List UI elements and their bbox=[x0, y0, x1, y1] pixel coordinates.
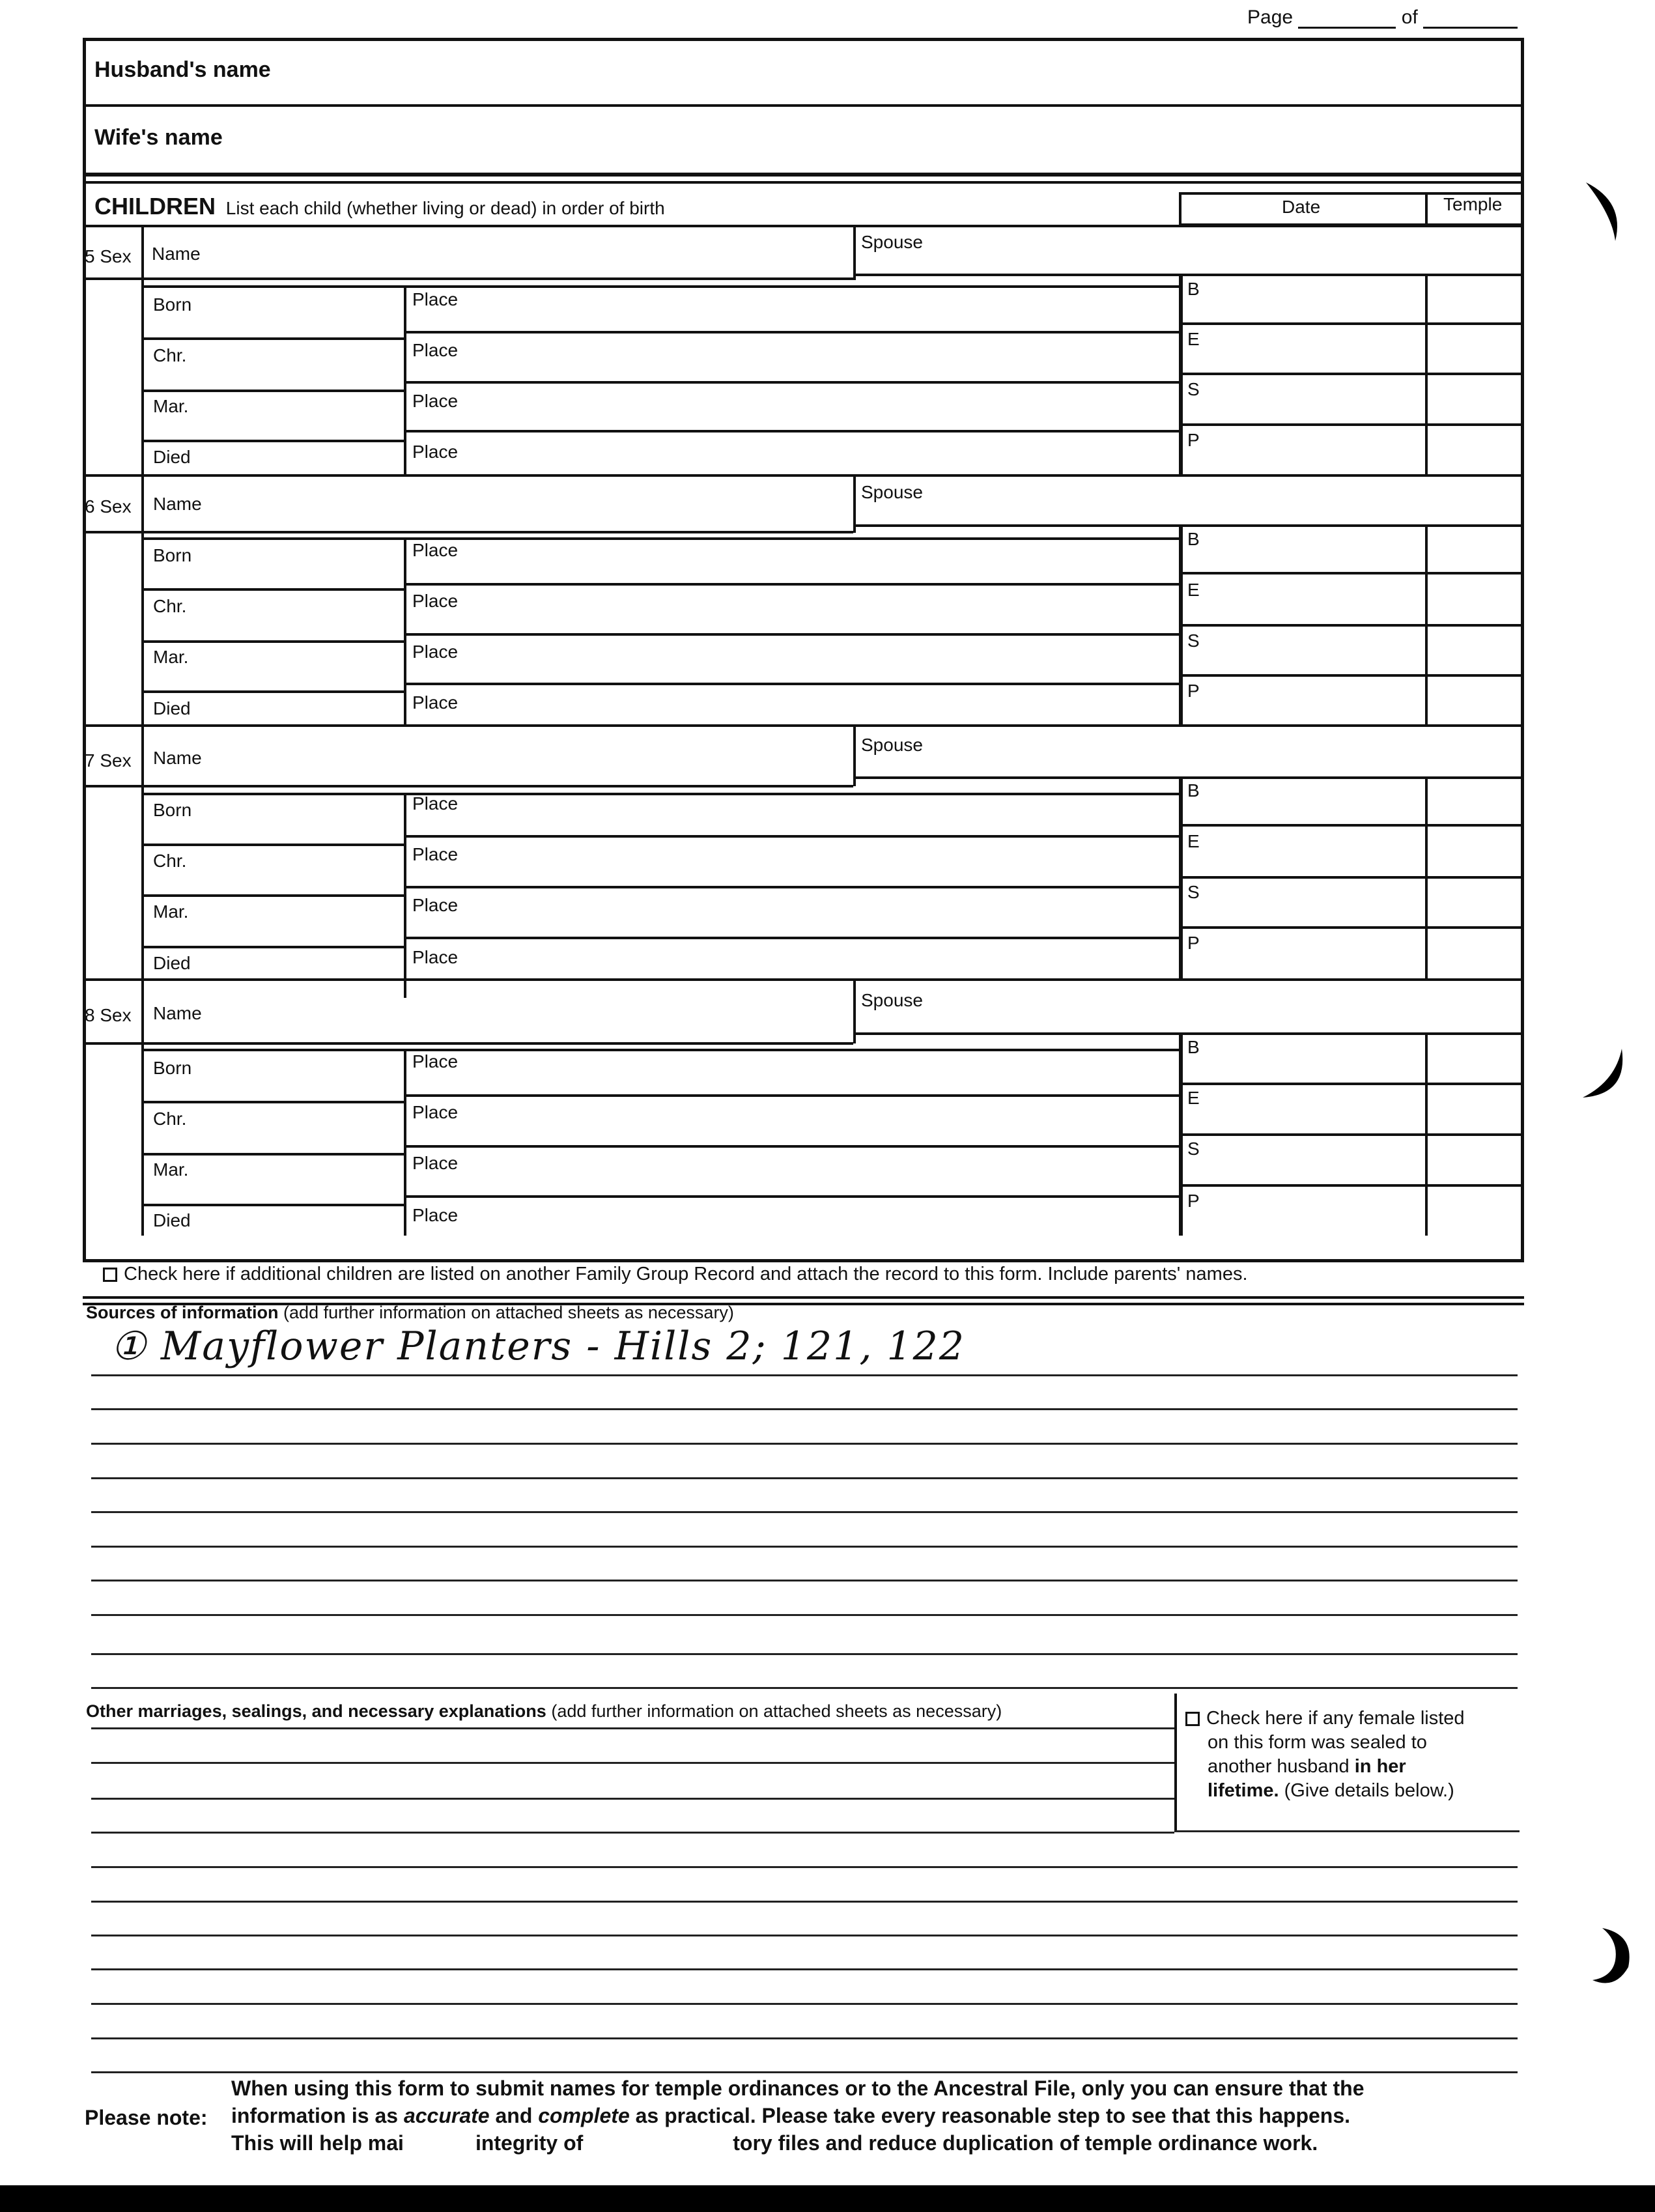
place-label: Place bbox=[412, 1205, 459, 1225]
baptism-label: B bbox=[1187, 279, 1200, 299]
divider bbox=[404, 1195, 1179, 1198]
divider bbox=[141, 1049, 1179, 1051]
note-emphasis: complete bbox=[538, 2104, 630, 2127]
name-label: Name bbox=[153, 1003, 202, 1023]
divider bbox=[141, 588, 404, 591]
divider bbox=[141, 1204, 404, 1206]
divider bbox=[853, 524, 1524, 527]
divider bbox=[83, 225, 1524, 227]
binder-hole-icon bbox=[1576, 1921, 1635, 1993]
baptism-label: B bbox=[1187, 1037, 1200, 1057]
divider bbox=[1179, 373, 1524, 375]
scan-edge bbox=[0, 2185, 1655, 2212]
place-label: Place bbox=[412, 289, 459, 309]
child-number-sex bbox=[85, 750, 132, 771]
divider bbox=[141, 978, 144, 1236]
binder-hole-icon bbox=[1579, 176, 1632, 248]
endowment-label: E bbox=[1187, 831, 1200, 851]
temple-header: Temple bbox=[1443, 194, 1503, 214]
married-label: Mar. bbox=[153, 647, 189, 667]
divider bbox=[404, 583, 1179, 586]
writing-line[interactable] bbox=[91, 1511, 1518, 1513]
divider bbox=[141, 724, 144, 998]
place-label: Place bbox=[412, 340, 459, 360]
divider bbox=[83, 173, 1524, 177]
female-sealed-text: (Give details below.) bbox=[1279, 1780, 1454, 1801]
divider bbox=[404, 886, 1179, 888]
name-label: Name bbox=[152, 244, 201, 264]
writing-line[interactable] bbox=[91, 1653, 1518, 1655]
married-label: Mar. bbox=[153, 1159, 189, 1180]
divider bbox=[404, 793, 406, 998]
sealed-parents-label: P bbox=[1187, 430, 1200, 450]
writing-line[interactable] bbox=[91, 1408, 1518, 1410]
sealed-spouse-label: S bbox=[1187, 1139, 1200, 1159]
divider bbox=[141, 690, 404, 693]
christened-label: Chr. bbox=[153, 851, 187, 871]
writing-line[interactable] bbox=[91, 2037, 1518, 2039]
female-sealed-line bbox=[1185, 1707, 1465, 1731]
child-number-sex bbox=[85, 1005, 132, 1026]
additional-children-checkbox[interactable] bbox=[103, 1268, 117, 1282]
writing-line[interactable] bbox=[91, 1443, 1518, 1445]
divider bbox=[1179, 1083, 1524, 1085]
sources-header bbox=[86, 1303, 734, 1323]
female-sealed-line bbox=[1185, 1755, 1465, 1779]
sealed-spouse-label: S bbox=[1187, 631, 1200, 651]
additional-children-text: Check here if additional children are listed on another Family Group Record and attach the record to this form. Include parents' names. bbox=[124, 1264, 1248, 1284]
divider bbox=[141, 1153, 404, 1156]
child-number: 5 bbox=[85, 246, 95, 266]
died-label: Died bbox=[153, 1210, 191, 1230]
please-note-label: Please note: bbox=[85, 2106, 208, 2129]
divider bbox=[83, 1296, 1524, 1299]
sex-label: Sex bbox=[100, 750, 132, 771]
female-sealed-text: another husband bbox=[1208, 1756, 1355, 1777]
born-label: Born bbox=[153, 1058, 192, 1078]
divider bbox=[83, 531, 853, 533]
born-label: Born bbox=[153, 294, 192, 315]
female-sealed-checkbox[interactable] bbox=[1185, 1712, 1200, 1726]
other-marriages-header bbox=[86, 1701, 1002, 1722]
child-number: 8 bbox=[85, 1005, 95, 1025]
please-note-text bbox=[231, 2075, 1508, 2157]
died-label: Died bbox=[153, 953, 191, 973]
writing-line[interactable] bbox=[91, 1832, 1174, 1834]
divider bbox=[141, 474, 144, 727]
writing-line[interactable] bbox=[91, 1968, 1518, 1970]
children-title: CHILDREN bbox=[94, 193, 216, 220]
divider bbox=[141, 440, 404, 442]
spouse-label: Spouse bbox=[861, 735, 923, 755]
place-label: Place bbox=[412, 793, 459, 814]
note-text: integrity of bbox=[475, 2131, 584, 2155]
died-label: Died bbox=[153, 698, 191, 718]
divider bbox=[404, 937, 1179, 939]
child-number-sex bbox=[85, 496, 132, 517]
divider bbox=[404, 285, 406, 475]
female-sealed-emphasis: lifetime. bbox=[1208, 1780, 1279, 1801]
divider bbox=[1179, 572, 1524, 574]
page-total-field[interactable] bbox=[1423, 10, 1518, 29]
divider bbox=[404, 683, 1179, 685]
divider bbox=[1179, 423, 1524, 426]
divider bbox=[141, 640, 404, 643]
writing-line[interactable] bbox=[91, 2071, 1518, 2073]
sealed-parents-label: P bbox=[1187, 933, 1200, 953]
sealed-spouse-label: S bbox=[1187, 882, 1200, 902]
married-label: Mar. bbox=[153, 901, 189, 922]
divider bbox=[141, 285, 1179, 288]
writing-line[interactable] bbox=[91, 1798, 1174, 1800]
female-sealed-text: Check here if any female listed bbox=[1206, 1708, 1465, 1729]
divider bbox=[404, 835, 1179, 838]
name-label: Name bbox=[153, 748, 202, 768]
place-label: Place bbox=[412, 642, 459, 662]
page-label: Page bbox=[1247, 7, 1294, 28]
endowment-label: E bbox=[1187, 329, 1200, 349]
please-note-line bbox=[231, 2102, 1508, 2129]
divider bbox=[404, 1094, 1179, 1097]
note-text: This will help mai bbox=[231, 2131, 404, 2155]
note-text: and bbox=[489, 2104, 539, 2127]
children-header bbox=[94, 193, 665, 220]
divider bbox=[141, 793, 1179, 795]
divider bbox=[404, 430, 1179, 432]
divider bbox=[404, 1049, 406, 1236]
writing-line[interactable] bbox=[91, 1614, 1518, 1616]
divider bbox=[83, 277, 853, 280]
christened-label: Chr. bbox=[153, 345, 187, 365]
spouse-label: Spouse bbox=[861, 482, 923, 502]
place-label: Place bbox=[412, 391, 459, 411]
female-sealed-emphasis: in her bbox=[1354, 1756, 1406, 1777]
divider bbox=[1174, 1830, 1520, 1832]
died-label: Died bbox=[153, 447, 191, 467]
divider bbox=[141, 946, 404, 948]
divider bbox=[853, 225, 856, 280]
divider bbox=[141, 844, 404, 846]
note-text: tory files and reduce duplication of temple ordinance work. bbox=[733, 2131, 1318, 2155]
of-label: of bbox=[1401, 7, 1418, 28]
divider bbox=[1179, 322, 1524, 325]
divider bbox=[83, 1042, 853, 1045]
sex-label: Sex bbox=[100, 496, 132, 517]
place-label: Place bbox=[412, 692, 459, 713]
page-number-field[interactable] bbox=[1298, 10, 1396, 29]
please-note-line bbox=[231, 2129, 1508, 2157]
endowment-label: E bbox=[1187, 1088, 1200, 1108]
date-header: Date bbox=[1282, 197, 1321, 217]
sex-label: Sex bbox=[100, 246, 132, 266]
page-counter bbox=[1247, 7, 1518, 29]
divider bbox=[141, 894, 404, 897]
divider bbox=[1179, 624, 1524, 627]
children-instruction: List each child (whether living or dead) in order of birth bbox=[225, 198, 665, 218]
writing-line[interactable] bbox=[91, 1866, 1518, 1868]
writing-line[interactable] bbox=[91, 1901, 1518, 1903]
divider bbox=[1179, 876, 1524, 879]
additional-children-checkbox-row[interactable] bbox=[103, 1264, 1248, 1285]
divider bbox=[1425, 192, 1428, 226]
divider bbox=[83, 474, 1524, 477]
baptism-label: B bbox=[1187, 529, 1200, 549]
female-sealed-line bbox=[1185, 1779, 1465, 1803]
writing-line[interactable] bbox=[91, 1762, 1174, 1764]
divider bbox=[1179, 926, 1524, 929]
other-marriages-label: Other marriages, sealings, and necessary explanations bbox=[86, 1701, 546, 1721]
christened-label: Chr. bbox=[153, 596, 187, 616]
endowment-label: E bbox=[1187, 580, 1200, 600]
divider bbox=[404, 1145, 1179, 1148]
divider bbox=[853, 274, 1524, 276]
place-label: Place bbox=[412, 1153, 459, 1173]
binder-hole-icon bbox=[1576, 1042, 1635, 1107]
writing-line[interactable] bbox=[91, 1727, 1174, 1729]
divider bbox=[141, 337, 404, 340]
divider bbox=[1174, 1694, 1177, 1832]
sex-label: Sex bbox=[100, 1005, 132, 1025]
baptism-label: B bbox=[1187, 780, 1200, 801]
divider bbox=[404, 633, 1179, 636]
place-label: Place bbox=[412, 844, 459, 864]
writing-line[interactable] bbox=[91, 1935, 1518, 1936]
note-text: as practical. Please take every reasonable step to see that this happens. bbox=[629, 2104, 1351, 2127]
writing-line[interactable] bbox=[91, 1477, 1518, 1479]
divider bbox=[1179, 1133, 1524, 1136]
place-label: Place bbox=[412, 442, 459, 462]
female-sealed-checkbox-box[interactable] bbox=[1185, 1707, 1465, 1803]
divider bbox=[1179, 1184, 1524, 1187]
divider bbox=[1179, 824, 1524, 827]
place-label: Place bbox=[412, 540, 459, 560]
divider bbox=[404, 331, 1179, 333]
name-label: Name bbox=[153, 494, 202, 514]
place-label: Place bbox=[412, 895, 459, 915]
married-label: Mar. bbox=[153, 396, 189, 416]
sealed-parents-label: P bbox=[1187, 681, 1200, 701]
child-number: 6 bbox=[85, 496, 95, 517]
writing-line[interactable] bbox=[91, 1546, 1518, 1548]
place-label: Place bbox=[412, 1051, 459, 1071]
other-marriages-hint: (add further information on attached sheets as necessary) bbox=[551, 1701, 1002, 1721]
please-note-line: When using this form to submit names for temple ordinances or to the Ancestral File, only you can ensure that the bbox=[231, 2077, 1365, 2100]
christened-label: Chr. bbox=[153, 1109, 187, 1129]
sealed-spouse-label: S bbox=[1187, 379, 1200, 399]
spouse-label: Spouse bbox=[861, 990, 923, 1010]
sealed-parents-label: P bbox=[1187, 1191, 1200, 1211]
sources-hint: (add further information on attached sheets as necessary) bbox=[283, 1303, 734, 1322]
born-label: Born bbox=[153, 545, 192, 565]
divider bbox=[83, 785, 853, 787]
divider bbox=[83, 724, 1524, 727]
divider bbox=[404, 537, 406, 726]
husband-name-label: Husband's name bbox=[94, 57, 271, 82]
divider bbox=[141, 537, 1179, 540]
female-sealed-line: on this form was sealed to bbox=[1208, 1732, 1427, 1753]
divider bbox=[83, 181, 1524, 184]
divider bbox=[83, 104, 1524, 107]
sources-handwritten-entry[interactable]: ① Mayflower Planters - Hills 2; 121, 122 bbox=[111, 1324, 965, 1369]
child-number: 7 bbox=[85, 750, 95, 771]
sources-label: Sources of information bbox=[86, 1303, 279, 1322]
writing-line[interactable] bbox=[91, 1580, 1518, 1581]
note-emphasis: accurate bbox=[403, 2104, 490, 2127]
wife-name-label: Wife's name bbox=[94, 125, 223, 150]
child-number-sex bbox=[85, 246, 132, 267]
place-label: Place bbox=[412, 591, 459, 611]
spouse-label: Spouse bbox=[861, 232, 923, 252]
note-text: information is as bbox=[231, 2104, 404, 2127]
divider bbox=[141, 390, 404, 392]
divider bbox=[853, 1032, 1524, 1035]
writing-line[interactable] bbox=[91, 2003, 1518, 2005]
divider bbox=[1179, 674, 1524, 677]
writing-line[interactable] bbox=[91, 1687, 1518, 1689]
divider bbox=[404, 381, 1179, 384]
divider bbox=[141, 225, 144, 475]
place-label: Place bbox=[412, 947, 459, 967]
divider bbox=[853, 776, 1524, 779]
place-label: Place bbox=[412, 1102, 459, 1122]
divider bbox=[141, 1101, 404, 1103]
writing-line[interactable] bbox=[91, 1374, 1518, 1376]
born-label: Born bbox=[153, 800, 192, 820]
divider bbox=[83, 978, 1524, 981]
